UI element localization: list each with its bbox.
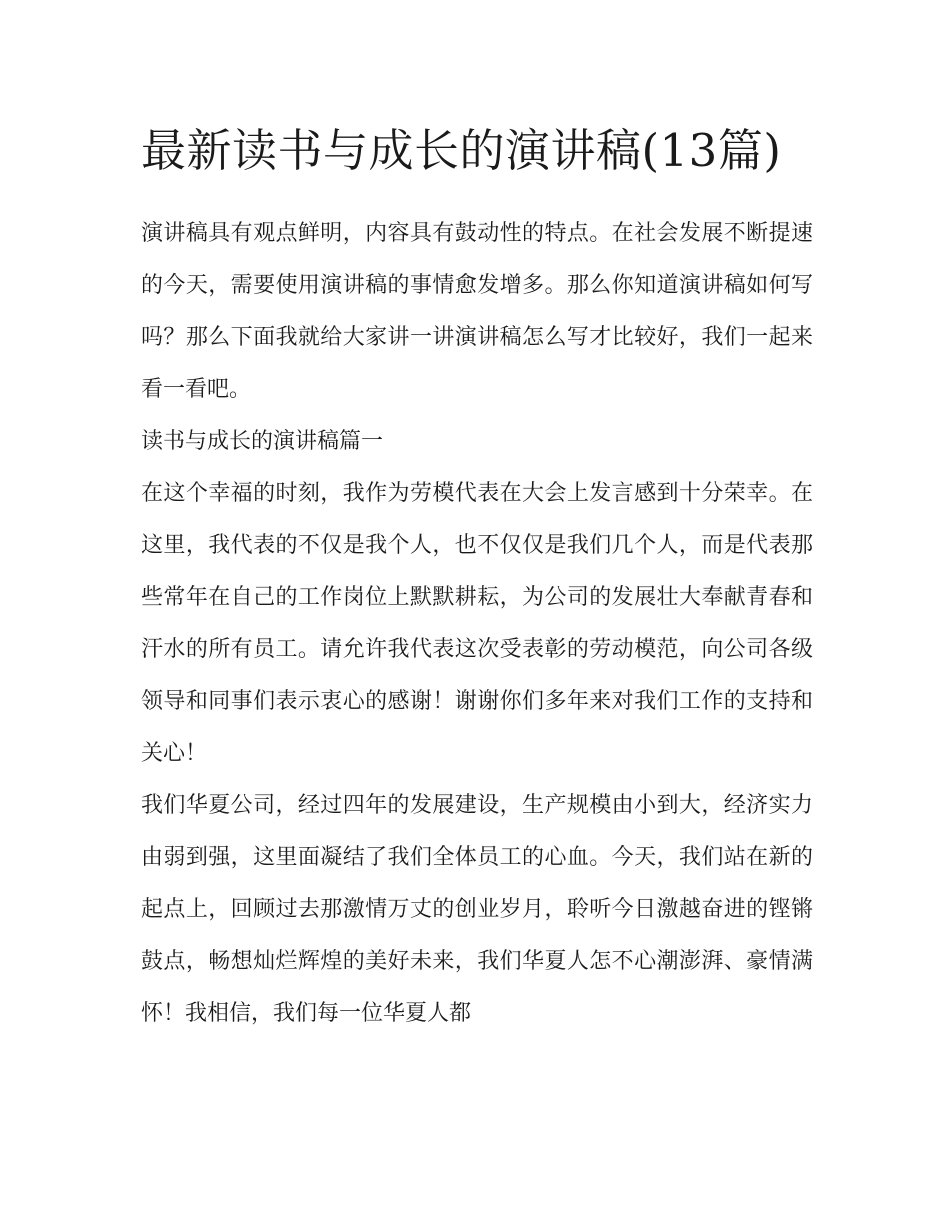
body-paragraph-2: 我们华夏公司，经过四年的发展建设，生产规模由小到大，经济实力由弱到强，这里面凝结了我们全体员工的心血。今天，我们站在新的起点上，回顾过去那激情万丈的创业岁月，聆听今日激越奋进的铿锵鼓点，畅想灿烂辉煌的美好未来，我们华夏人怎不心潮澎湃、豪情满怀！我相信，我们每一位华夏人都 (141, 793, 813, 1026)
document-title: 最新读书与成长的演讲稿(13篇) (141, 124, 782, 177)
section-heading: 读书与成长的演讲稿篇一 (141, 429, 384, 454)
body-paragraph-1: 在这个幸福的时刻，我作为劳模代表在大会上发言感到十分荣幸。在这里，我代表的不仅是我个人，也不仅仅是我们几个人，而是代表那些常年在自己的工作岗位上默默耕耘，为公司的发展壮大奉献青春和汗水的所有员工。请允许我代表这次受表彰的劳动模范，向公司各级领导和同事们表示衷心的感谢！谢谢你们多年来对我们工作的支持和关心！ (141, 481, 813, 766)
document-page (141, 112, 813, 1040)
intro-paragraph: 演讲稿具有观点鲜明，内容具有鼓动性的特点。在社会发展不断提速的今天，需要使用演讲稿的事情愈发增多。那么你知道演讲稿如何写吗？那么下面我就给大家讲一讲演讲稿怎么写才比较好，我们一起来看一看吧。 (141, 221, 813, 402)
